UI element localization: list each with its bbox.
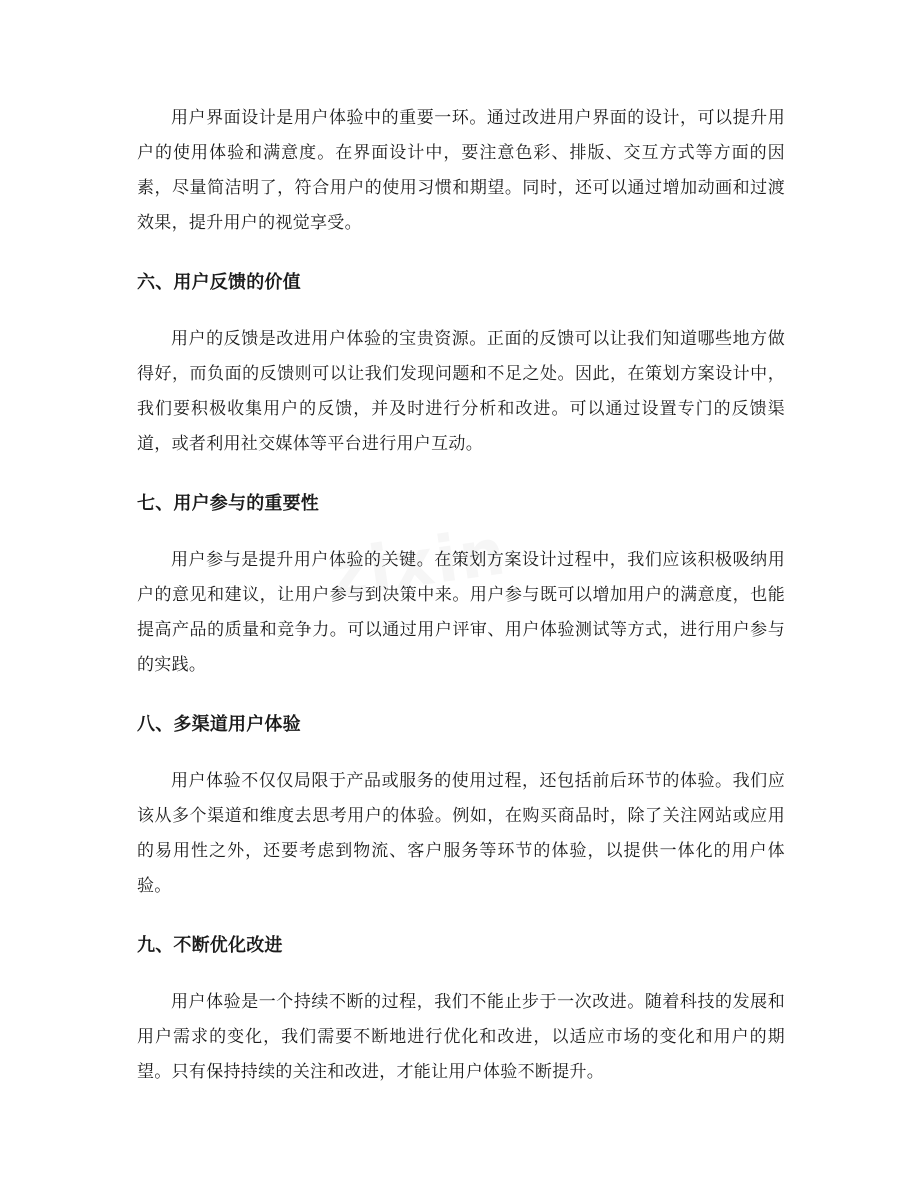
section-paragraph-participation: 用户参与是提升用户体验的关键。在策划方案设计过程中，我们应该积极吸纳用户的意见和建议，让用户参与到决策中来。用户参与既可以增加用户的满意度，也能提高产品的质量和竞争力。可以通过用户评审、用户体验测试等方式，进行用户参与的实践。 [137, 550, 785, 675]
section-heading-multichannel: 八、多渠道用户体验 [137, 714, 301, 735]
section-heading-optimization: 九、不断优化改进 [137, 935, 283, 956]
section-paragraph-multichannel: 用户体验不仅仅局限于产品或服务的使用过程，还包括前后环节的体验。我们应该从多个渠道和维度去思考用户的体验。例如，在购买商品时，除了关注网站或应用的易用性之外，还要考虑到物流、客户服务等环节的体验，以提供一体化的用户体验。 [137, 771, 785, 896]
section-paragraph-optimization: 用户体验是一个持续不断的过程，我们不能止步于一次改进。随着科技的发展和用户需求的变化，我们需要不断地进行优化和改进，以适应市场的变化和用户的期望。只有保持持续的关注和改进，才能让用户体验不断提升。 [137, 992, 785, 1082]
section-heading-participation: 七、用户参与的重要性 [137, 493, 319, 514]
section-paragraph-feedback: 用户的反馈是改进用户体验的宝贵资源。正面的反馈可以让我们知道哪些地方做得好，而负面的反馈则可以让我们发现问题和不足之处。因此，在策划方案设计中，我们要积极收集用户的反馈，并及时进行分析和改进。可以通过设置专门的反馈渠道，或者利用社交媒体等平台进行用户互动。 [137, 329, 785, 454]
intro-paragraph: 用户界面设计是用户体验中的重要一环。通过改进用户界面的设计，可以提升用户的使用体验和满意度。在界面设计中，要注意色彩、排版、交互方式等方面的因素，尽量简洁明了，符合用户的使用习惯和期望。同时，还可以通过增加动画和过渡效果，提升用户的视觉享受。 [137, 108, 785, 233]
document-body [137, 101, 785, 1090]
section-heading-feedback: 六、用户反馈的价值 [137, 272, 301, 293]
